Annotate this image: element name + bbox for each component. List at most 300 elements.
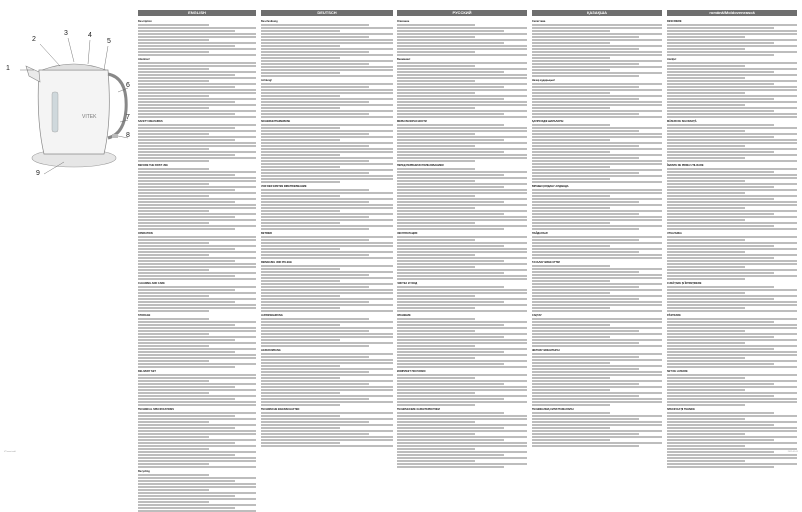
text-line — [667, 263, 797, 265]
text-line — [261, 245, 393, 247]
text-line — [397, 336, 504, 338]
text-line — [532, 324, 610, 326]
text-line — [397, 51, 475, 53]
text-line — [397, 171, 527, 173]
text-line — [261, 424, 393, 426]
text-line — [667, 289, 797, 291]
text-line — [667, 136, 774, 138]
text-line — [397, 201, 504, 203]
text-line — [261, 257, 393, 259]
text-line — [138, 357, 256, 359]
text-line — [138, 301, 235, 303]
text-line — [138, 71, 256, 73]
text-line — [138, 183, 209, 185]
text-line — [532, 98, 639, 100]
text-line — [138, 74, 235, 76]
section-heading: ТЕХНИЧЕСКИЕ ХАРАКТЕРИСТИКИ — [397, 408, 440, 411]
text-line — [261, 160, 369, 162]
text-line — [261, 421, 369, 423]
text-line — [667, 222, 797, 224]
text-line — [397, 427, 504, 429]
column-body — [138, 20, 256, 512]
text-line — [138, 454, 235, 456]
text-line — [138, 330, 256, 332]
text-line — [261, 139, 340, 141]
text-line — [667, 336, 774, 338]
text-line — [138, 204, 256, 206]
text-line — [138, 201, 235, 203]
section-heading: САҚТАУ — [532, 314, 542, 317]
text-line — [667, 71, 774, 73]
text-line — [138, 95, 209, 97]
text-line — [261, 195, 340, 197]
text-line — [138, 142, 256, 144]
text-line — [138, 457, 256, 459]
text-line — [397, 80, 475, 82]
footer-left: VT-xxxx.indd — [4, 451, 16, 453]
text-line — [397, 213, 504, 215]
text-line — [261, 166, 340, 168]
text-line — [667, 116, 797, 118]
text-line — [138, 39, 209, 41]
text-line — [397, 339, 527, 341]
text-line — [667, 104, 745, 106]
text-line — [532, 298, 639, 300]
text-line — [667, 415, 797, 417]
text-line — [397, 251, 527, 253]
text-line — [532, 72, 662, 74]
text-line — [532, 225, 662, 227]
text-line — [261, 336, 393, 338]
text-line — [667, 195, 797, 197]
text-line — [138, 415, 235, 417]
text-line — [397, 225, 527, 227]
text-line — [667, 436, 797, 438]
text-line — [261, 274, 369, 276]
text-line — [261, 301, 369, 303]
text-line — [397, 127, 527, 129]
text-line — [138, 251, 256, 253]
text-line — [667, 324, 797, 326]
text-line — [397, 380, 527, 382]
column-title: ENGLISH — [138, 10, 256, 16]
text-line — [138, 266, 256, 268]
text-line — [667, 454, 797, 456]
kettle-handle — [108, 74, 126, 138]
text-line — [667, 366, 797, 368]
text-line — [261, 445, 393, 447]
text-line — [667, 330, 745, 332]
text-line — [261, 192, 393, 194]
section-heading: MĂSURI DE SIGURANŢĂ — [667, 120, 697, 123]
text-line — [667, 157, 745, 159]
section-heading: Recycling — [138, 470, 150, 473]
text-line — [667, 421, 797, 423]
text-line — [667, 377, 745, 379]
text-line — [261, 178, 393, 180]
footer-right: 2015-01-01 — [787, 451, 798, 453]
text-line — [397, 392, 475, 394]
text-line — [397, 86, 504, 88]
text-line — [667, 92, 745, 94]
text-line — [261, 271, 393, 273]
section-heading: REINIGUNG UND PFLEGE — [261, 261, 292, 264]
text-line — [397, 424, 527, 426]
text-line — [261, 398, 369, 400]
text-line — [261, 60, 393, 62]
text-line — [667, 418, 745, 420]
text-line — [261, 310, 393, 312]
text-line — [667, 198, 774, 200]
section-heading: TECHNISCHE EIGENSCHAFTEN — [261, 408, 300, 411]
text-line — [532, 274, 662, 276]
text-line — [532, 283, 662, 285]
text-line — [667, 189, 797, 191]
text-line — [397, 366, 527, 368]
text-line — [261, 430, 393, 432]
column-romanian — [667, 10, 797, 448]
text-line — [261, 307, 340, 309]
text-line — [667, 310, 797, 312]
text-line — [397, 207, 475, 209]
text-line — [138, 451, 256, 453]
text-line — [532, 145, 639, 147]
text-line — [532, 27, 662, 29]
text-line — [138, 101, 235, 103]
text-line — [532, 133, 662, 135]
text-line — [397, 204, 527, 206]
text-line — [532, 257, 662, 259]
text-line — [532, 371, 662, 373]
text-line — [261, 213, 393, 215]
text-line — [397, 357, 475, 359]
text-line — [667, 269, 797, 271]
text-line — [667, 457, 797, 459]
text-line — [138, 392, 209, 394]
text-line — [138, 275, 235, 277]
text-line — [397, 24, 475, 26]
text-line — [397, 36, 475, 38]
text-line — [138, 336, 256, 338]
text-line — [667, 127, 797, 129]
text-line — [532, 236, 662, 238]
text-line — [667, 210, 797, 212]
text-line — [138, 236, 256, 238]
text-line — [667, 318, 797, 320]
text-line — [532, 66, 662, 68]
text-line — [138, 136, 256, 138]
text-line — [397, 242, 527, 244]
text-line — [261, 321, 393, 323]
section-heading: CURĂŢARE ŞI ÎNTREŢINERE — [667, 282, 702, 285]
text-line — [138, 210, 209, 212]
text-line — [397, 466, 504, 468]
text-line — [138, 480, 235, 482]
text-line — [138, 342, 256, 344]
text-line — [138, 195, 209, 197]
text-line — [532, 142, 662, 144]
text-line — [532, 57, 610, 59]
text-line — [138, 439, 256, 441]
callout-4: 4 — [88, 32, 92, 39]
text-line — [261, 36, 369, 38]
text-line — [261, 207, 393, 209]
callout-6: 6 — [126, 82, 130, 89]
text-line — [138, 463, 209, 465]
text-line — [261, 39, 393, 41]
text-line — [667, 439, 774, 441]
text-line — [667, 266, 745, 268]
text-line — [532, 365, 662, 367]
text-line — [667, 148, 797, 150]
text-line — [397, 216, 527, 218]
text-line — [261, 333, 393, 335]
text-line — [532, 251, 639, 253]
text-line — [261, 395, 393, 397]
text-line — [667, 154, 797, 156]
text-line — [397, 430, 527, 432]
text-line — [667, 65, 745, 67]
text-line — [261, 380, 393, 382]
text-line — [532, 359, 662, 361]
section-heading: VOR DER ERSTEN INBETRIEBNAHME — [261, 185, 307, 188]
text-line — [261, 101, 369, 103]
text-line — [397, 104, 527, 106]
text-line — [138, 248, 235, 250]
kettle-spout — [26, 66, 40, 82]
text-line — [138, 207, 256, 209]
text-line — [532, 245, 610, 247]
text-line — [667, 24, 797, 26]
section-heading: Beschreibung — [261, 20, 278, 23]
text-line — [138, 460, 256, 462]
text-line — [397, 278, 527, 280]
text-line — [261, 116, 393, 118]
text-line — [138, 507, 235, 509]
text-line — [667, 160, 797, 162]
text-line — [667, 142, 797, 144]
section-heading: Atenţie! — [667, 58, 677, 61]
brand-logo: VITEK — [82, 114, 97, 120]
text-line — [667, 192, 745, 194]
text-line — [667, 89, 797, 91]
text-line — [138, 498, 256, 500]
text-line — [397, 342, 527, 344]
text-line — [667, 257, 774, 259]
text-line — [138, 139, 235, 141]
text-line — [397, 45, 527, 47]
text-line — [667, 389, 745, 391]
text-line — [532, 139, 610, 141]
text-line — [138, 116, 256, 118]
text-line — [532, 389, 610, 391]
text-line — [667, 204, 797, 206]
text-line — [138, 48, 256, 50]
text-line — [532, 442, 662, 444]
text-line — [532, 362, 610, 364]
text-line — [261, 377, 340, 379]
text-line — [667, 342, 745, 344]
section-heading: LIEFERUMFANG — [261, 349, 281, 352]
text-line — [261, 286, 369, 288]
section-heading: ХРАНЕНИЕ — [397, 314, 411, 317]
text-line — [261, 401, 393, 403]
text-line — [667, 130, 745, 132]
text-line — [667, 251, 745, 253]
text-line — [532, 42, 610, 44]
text-line — [261, 412, 393, 414]
text-line — [138, 504, 256, 506]
text-line — [261, 27, 393, 29]
text-line — [261, 392, 340, 394]
text-line — [261, 353, 393, 355]
text-line — [138, 171, 256, 173]
text-line — [532, 113, 639, 115]
text-line — [138, 304, 256, 306]
text-line — [667, 171, 774, 173]
text-line — [397, 412, 504, 414]
text-line — [667, 124, 774, 126]
text-line — [532, 154, 662, 156]
text-line — [138, 412, 256, 414]
text-line — [667, 201, 797, 203]
text-line — [261, 436, 393, 438]
text-line — [261, 142, 393, 144]
text-line — [138, 177, 256, 179]
text-line — [138, 474, 209, 476]
text-line — [261, 145, 369, 147]
text-line — [667, 383, 774, 385]
text-line — [261, 54, 393, 56]
text-line — [138, 51, 209, 53]
section-heading: SET DE LIVRARE — [667, 370, 688, 373]
text-line — [532, 242, 662, 244]
text-line — [138, 427, 235, 429]
text-line — [667, 363, 774, 365]
text-line — [532, 318, 662, 320]
text-line — [397, 404, 475, 406]
text-line — [261, 51, 369, 53]
text-line — [667, 430, 797, 432]
water-level-window — [52, 92, 58, 132]
text-line — [261, 251, 393, 253]
text-line — [138, 483, 256, 485]
text-line — [532, 307, 610, 309]
text-line — [667, 357, 745, 359]
text-line — [667, 398, 797, 400]
text-line — [261, 151, 393, 153]
text-line — [138, 339, 235, 341]
text-line — [667, 386, 797, 388]
text-line — [667, 348, 774, 350]
text-line — [532, 39, 662, 41]
text-line — [261, 69, 393, 71]
text-line — [397, 257, 527, 259]
text-line — [397, 295, 475, 297]
text-line — [667, 225, 774, 227]
text-line — [667, 301, 797, 303]
text-line — [138, 113, 235, 115]
text-line — [261, 433, 369, 435]
text-line — [138, 327, 256, 329]
text-line — [138, 219, 256, 221]
text-line — [532, 339, 662, 341]
text-line — [532, 398, 662, 400]
section-heading: КОМПЛЕКТ ПОСТАВКИ — [397, 370, 426, 373]
text-line — [667, 412, 774, 414]
text-line — [261, 295, 340, 297]
text-line — [532, 172, 639, 174]
text-line — [138, 448, 209, 450]
text-line — [138, 289, 235, 291]
text-line — [397, 266, 475, 268]
text-line — [261, 75, 393, 77]
text-line — [397, 174, 504, 176]
text-line — [397, 360, 527, 362]
text-line — [532, 95, 662, 97]
text-line — [138, 83, 256, 85]
text-line — [532, 268, 662, 270]
text-line — [667, 107, 797, 109]
text-line — [667, 133, 797, 135]
text-line — [138, 98, 256, 100]
text-line — [261, 415, 340, 417]
text-line — [261, 324, 340, 326]
text-line — [261, 268, 340, 270]
text-line — [138, 92, 256, 94]
text-line — [397, 228, 504, 230]
text-line — [138, 180, 256, 182]
text-line — [532, 75, 639, 77]
text-line — [397, 189, 527, 191]
text-line — [532, 101, 662, 103]
callout-9: 9 — [36, 170, 40, 177]
text-line — [138, 389, 256, 391]
text-line — [397, 30, 504, 32]
text-line — [138, 189, 235, 191]
text-line — [261, 42, 393, 44]
text-line — [138, 186, 256, 188]
text-line — [532, 356, 639, 358]
text-line — [532, 295, 662, 297]
text-line — [532, 83, 662, 85]
text-line — [397, 330, 475, 332]
text-line — [261, 127, 340, 129]
text-line — [138, 272, 256, 274]
kettle-lid — [42, 64, 106, 70]
column-body — [397, 20, 527, 468]
text-line — [138, 307, 256, 309]
text-line — [261, 219, 393, 221]
text-line — [532, 333, 662, 335]
text-line — [138, 351, 235, 353]
text-line — [667, 451, 774, 453]
text-line — [397, 245, 504, 247]
column-body — [261, 20, 393, 447]
text-line — [261, 72, 340, 74]
text-line — [261, 330, 369, 332]
text-line — [667, 460, 745, 462]
text-line — [261, 359, 393, 361]
text-line — [397, 254, 475, 256]
text-line — [397, 289, 527, 291]
text-line — [397, 180, 475, 182]
text-line — [397, 27, 527, 29]
text-line — [667, 30, 797, 32]
text-line — [261, 283, 393, 285]
text-line — [397, 418, 527, 420]
text-line — [532, 228, 639, 230]
